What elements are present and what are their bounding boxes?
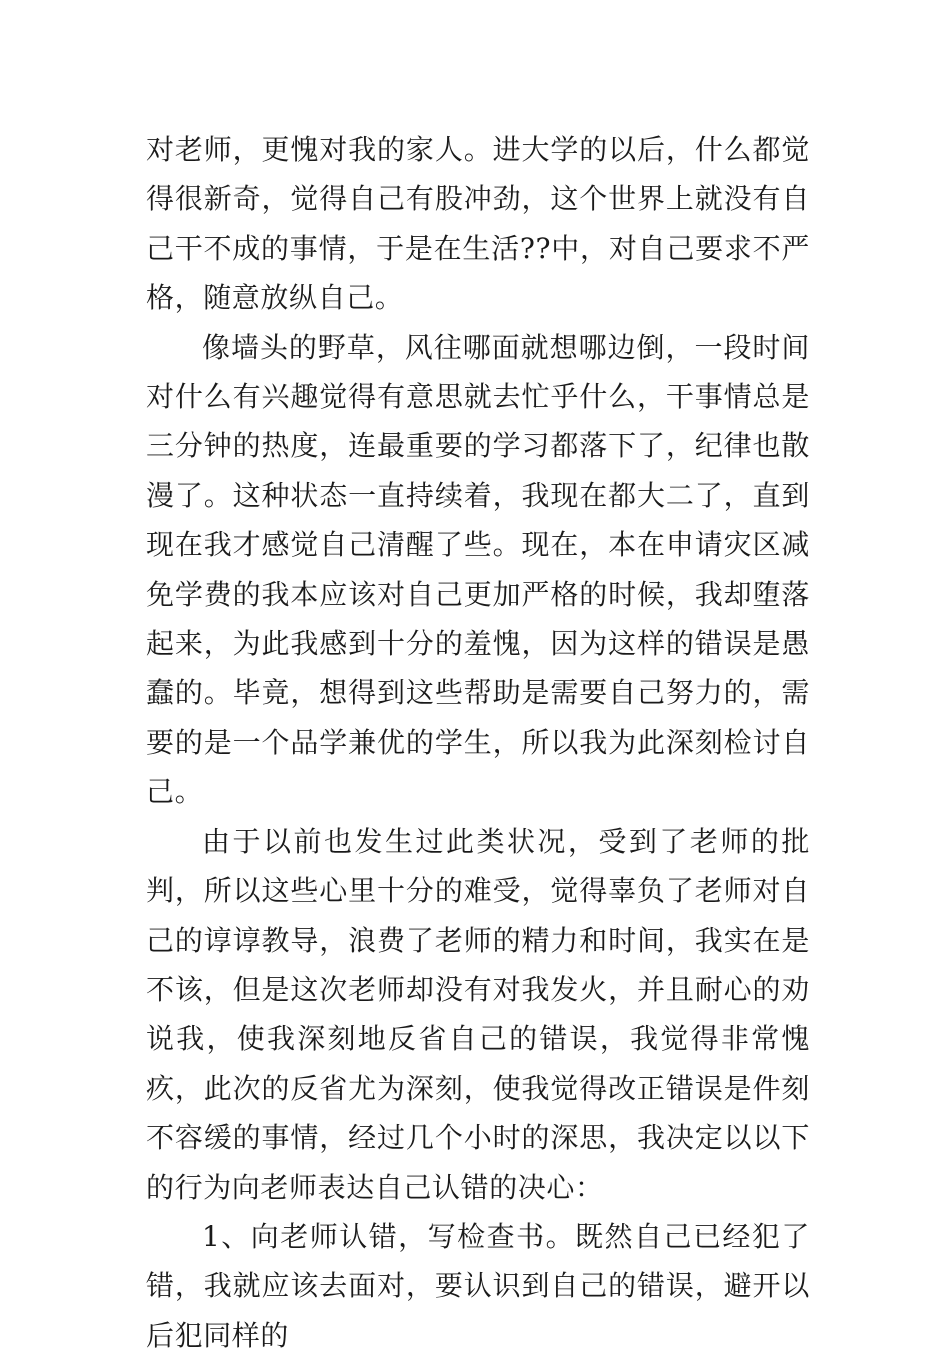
document-page <box>146 125 810 1360</box>
paragraph-2: 像墙头的野草，风往哪面就想哪边倒，一段时间对什么有兴趣觉得有意思就去忙乎什么，干事情总是三分钟的热度，连最重要的学习都落下了，纪律也散漫了。这种状态一直持续着，我现在都大二了，直到现在我才感觉自己清醒了些。现在，本在申请灾区减免学费的我本应该对自己更加严格的时候，我却堕落起来，为此我感到十分的羞愧，因为这样的错误是愚蠢的。毕竟，想得到这些帮助是需要自己努力的，需要的是一个品学兼优的学生，所以我为此深刻检讨自己。 <box>146 330 810 809</box>
paragraph-1: 对老师，更愧对我的家人。进大学的以后，什么都觉得很新奇，觉得自己有股冲劲，这个世界上就没有自己干不成的事情，于是在生活??中，对自己要求不严格，随意放纵自己。 <box>146 133 810 315</box>
paragraph-3: 由于以前也发生过此类状况，受到了老师的批判，所以这些心里十分的难受，觉得辜负了老师对自己的谆谆教导，浪费了老师的精力和时间，我实在是不该，但是这次老师却没有对我发火，并且耐心的劝说我，使我深刻地反省自己的错误，我觉得非常愧疚，此次的反省尤为深刻，使我觉得改正错误是件刻不容缓的事情，经过几个小时的深思，我决定以以下的行为向老师表达自己认错的决心： <box>146 824 810 1204</box>
paragraph-4: 1、向老师认错，写检查书。既然自己已经犯了错，我就应该去面对，要认识到自己的错误，避开以后犯同样的 <box>146 1219 810 1352</box>
